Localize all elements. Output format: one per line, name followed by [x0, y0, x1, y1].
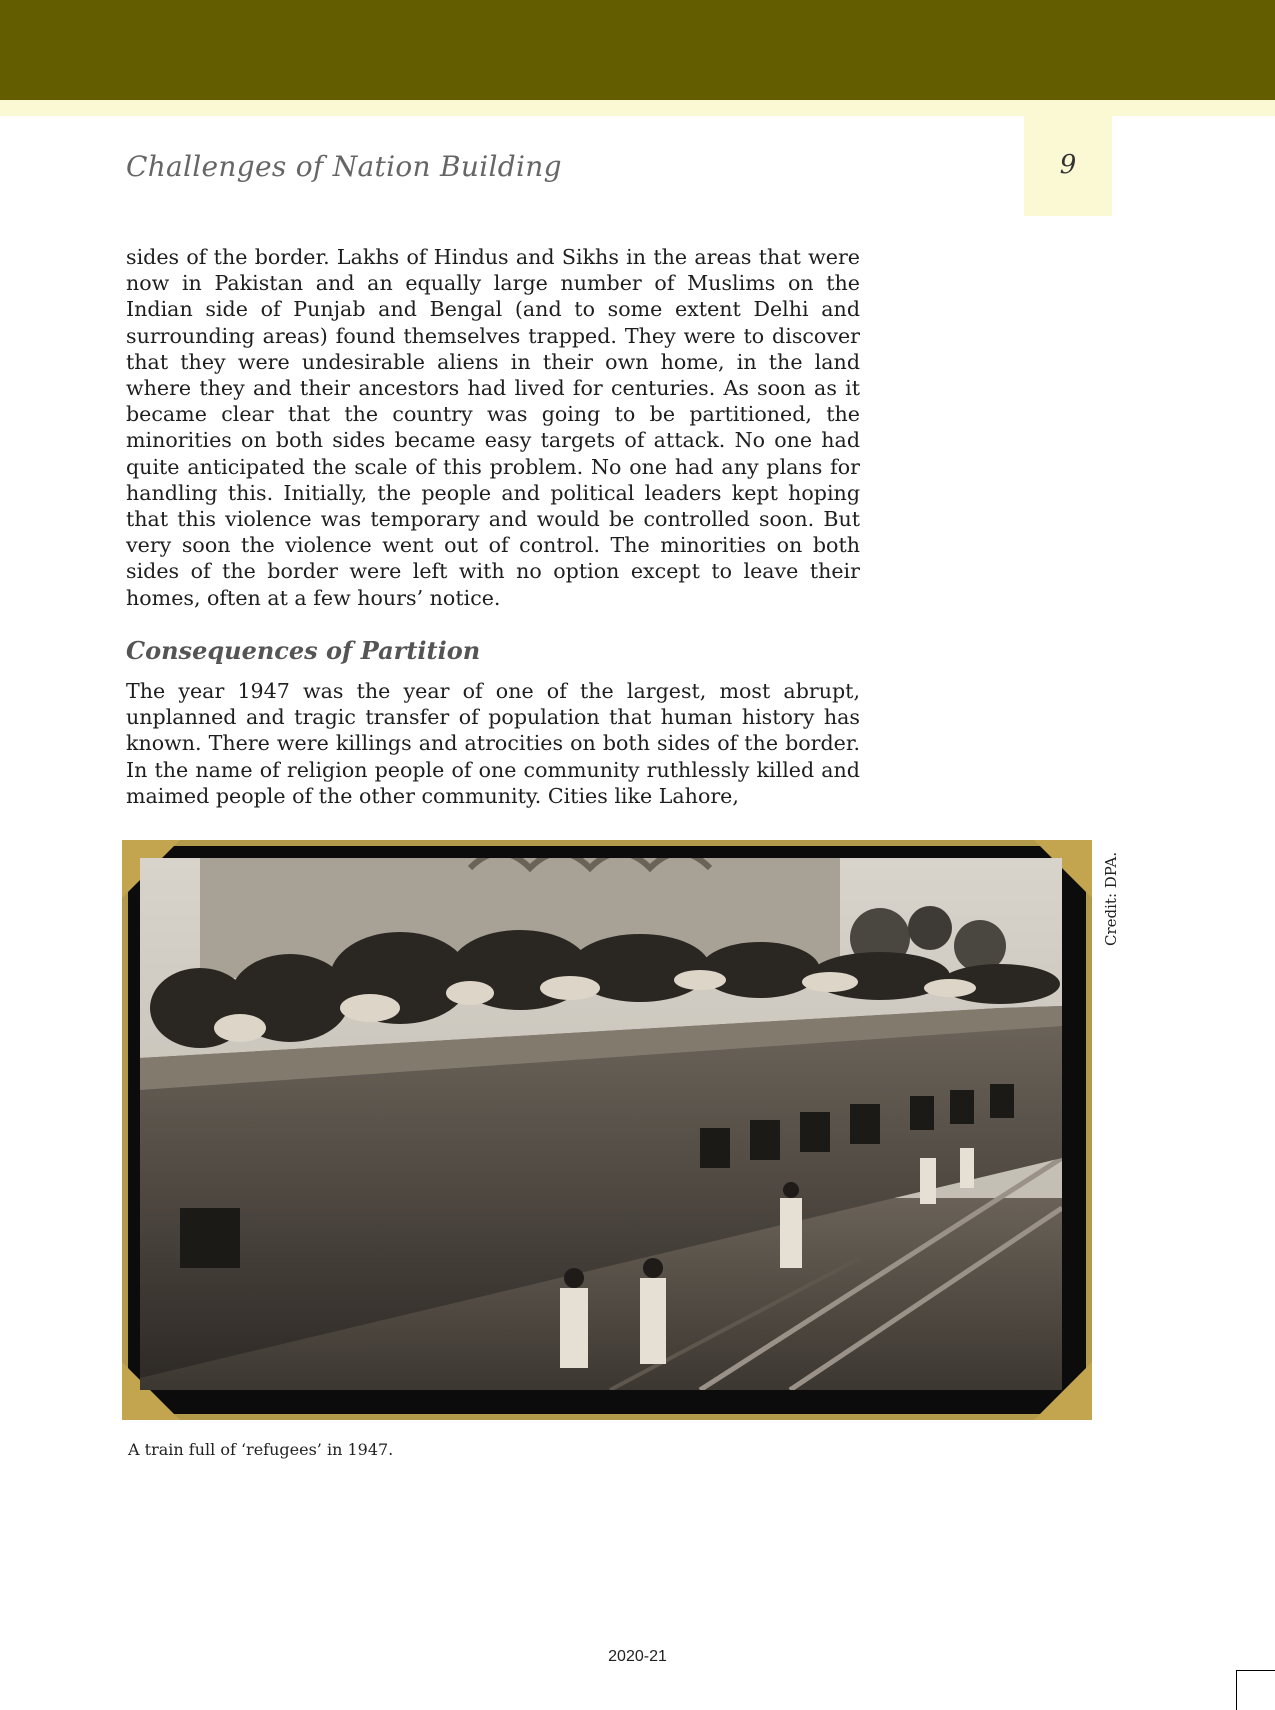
- crop-mark: [1236, 1670, 1275, 1710]
- figure-caption: A train full of ‘refugees’ in 1947.: [128, 1440, 394, 1459]
- body-paragraph-1: sides of the border. Lakhs of Hindus and Sikhs in the areas that were now in Pakistan and an equally large number of Muslims on the Indian side of Punjab and Bengal (and to some extent Delhi and surrounding areas) found themselves trapped. They were to discover that they were undesirable aliens in their own home, in the land where they and their ancestors had lived for centuries. As soon as it became clear that the country was going to be partitioned, the minorities on both sides became easy targets of attack. No one had quite anticipated the scale of this problem. No one had any plans for handling this. Initially, the people and political leaders kept hoping that this violence was temporary and would be controlled soon. But very soon the violence went out of control. The minorities on both sides of the border were left with no option except to leave their homes, often at a few hours’ notice.: [126, 245, 860, 610]
- header-band: [0, 0, 1275, 100]
- photo-frame: [122, 840, 1092, 1420]
- footer-year: 2020-21: [608, 1648, 667, 1665]
- photo-credit-text: Credit: DPA.: [1102, 851, 1120, 946]
- section-heading: Consequences of Partition: [126, 636, 481, 665]
- body-paragraph-2: The year 1947 was the year of one of the largest, most abrupt, unplanned and tragic transfer of population that human history has known. There were killings and atrocities on both sides of the border. In the name of religion people of one community ruthlessly killed and maimed people of the other community. Cities like Lahore,: [126, 679, 860, 808]
- photo-credit: [1098, 840, 1122, 950]
- running-title: Challenges of Nation Building: [126, 150, 562, 183]
- refugee-train-photo: [140, 858, 1062, 1390]
- page-number: 9: [1059, 150, 1077, 180]
- header-strip: [0, 100, 1275, 116]
